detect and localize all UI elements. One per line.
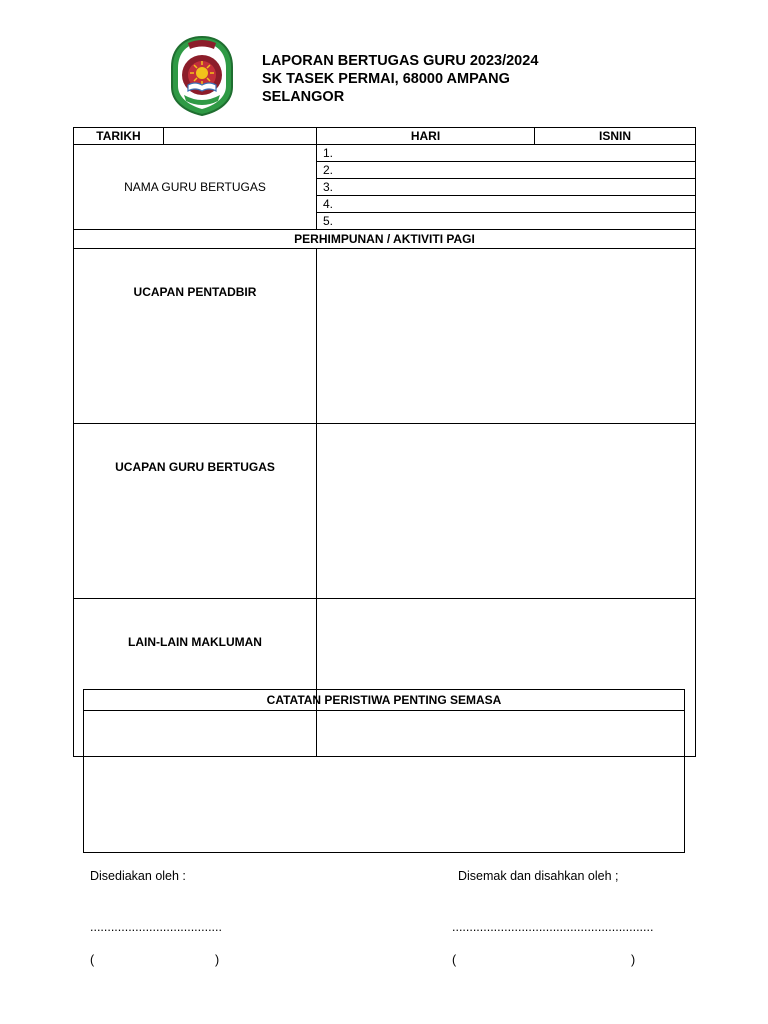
verified-by-name-open-paren: ( [452, 953, 457, 967]
notes-field[interactable] [84, 711, 685, 853]
ucapan-guru-label: UCAPAN GURU BERTUGAS [74, 424, 317, 599]
nama-guru-label: NAMA GURU BERTUGAS [74, 145, 317, 230]
prepared-by-label: Disediakan oleh : [90, 869, 186, 883]
hari-label: HARI [317, 128, 535, 145]
date-day-row [74, 128, 696, 145]
tarikh-label: TARIKH [74, 128, 164, 145]
notes-title: CATATAN PERISTIWA PENTING SEMASA [84, 690, 685, 711]
hari-value[interactable]: ISNIN [535, 128, 696, 145]
teacher-name-field-1[interactable]: 1. [317, 145, 696, 162]
verified-by-signature-line[interactable]: .......................................................... [452, 920, 654, 934]
ucapan-pentadbir-label: UCAPAN PENTADBIR [74, 249, 317, 424]
tarikh-value-field[interactable] [164, 128, 317, 145]
verified-by-name-close-paren: ) [631, 953, 636, 967]
ucapan-guru-field[interactable] [317, 424, 696, 599]
teacher-name-field-3[interactable]: 3. [317, 179, 696, 196]
report-title [262, 52, 538, 106]
teacher-name-row [74, 145, 696, 162]
school-crest-icon [164, 35, 240, 117]
prepared-by-signature-line[interactable]: ...................................... [90, 920, 222, 934]
teacher-name-field-4[interactable]: 4. [317, 196, 696, 213]
ucapan-pentadbir-row [74, 249, 696, 424]
ucapan-guru-row [74, 424, 696, 599]
teacher-name-field-5[interactable]: 5. [317, 213, 696, 230]
title-line-3: SELANGOR [262, 89, 345, 105]
perhimpunan-label: PERHIMPUNAN / AKTIVITI PAGI [74, 230, 696, 249]
teacher-name-field-2[interactable]: 2. [317, 162, 696, 179]
title-line-2: SK TASEK PERMAI, 68000 AMPANG [262, 71, 510, 87]
title-line-1: LAPORAN BERTUGAS GURU 2023/2024 [262, 53, 539, 69]
ucapan-pentadbir-field[interactable] [317, 249, 696, 424]
verified-by-label: Disemak dan disahkan oleh ; [458, 869, 619, 883]
lain-lain-label: LAIN-LAIN MAKLUMAN [74, 599, 317, 757]
duty-report-table [73, 127, 696, 757]
perhimpunan-header-row [74, 230, 696, 249]
prepared-by-name-close-paren: ) [215, 953, 220, 967]
notes-table [83, 689, 685, 853]
prepared-by-name-open-paren: ( [90, 953, 95, 967]
